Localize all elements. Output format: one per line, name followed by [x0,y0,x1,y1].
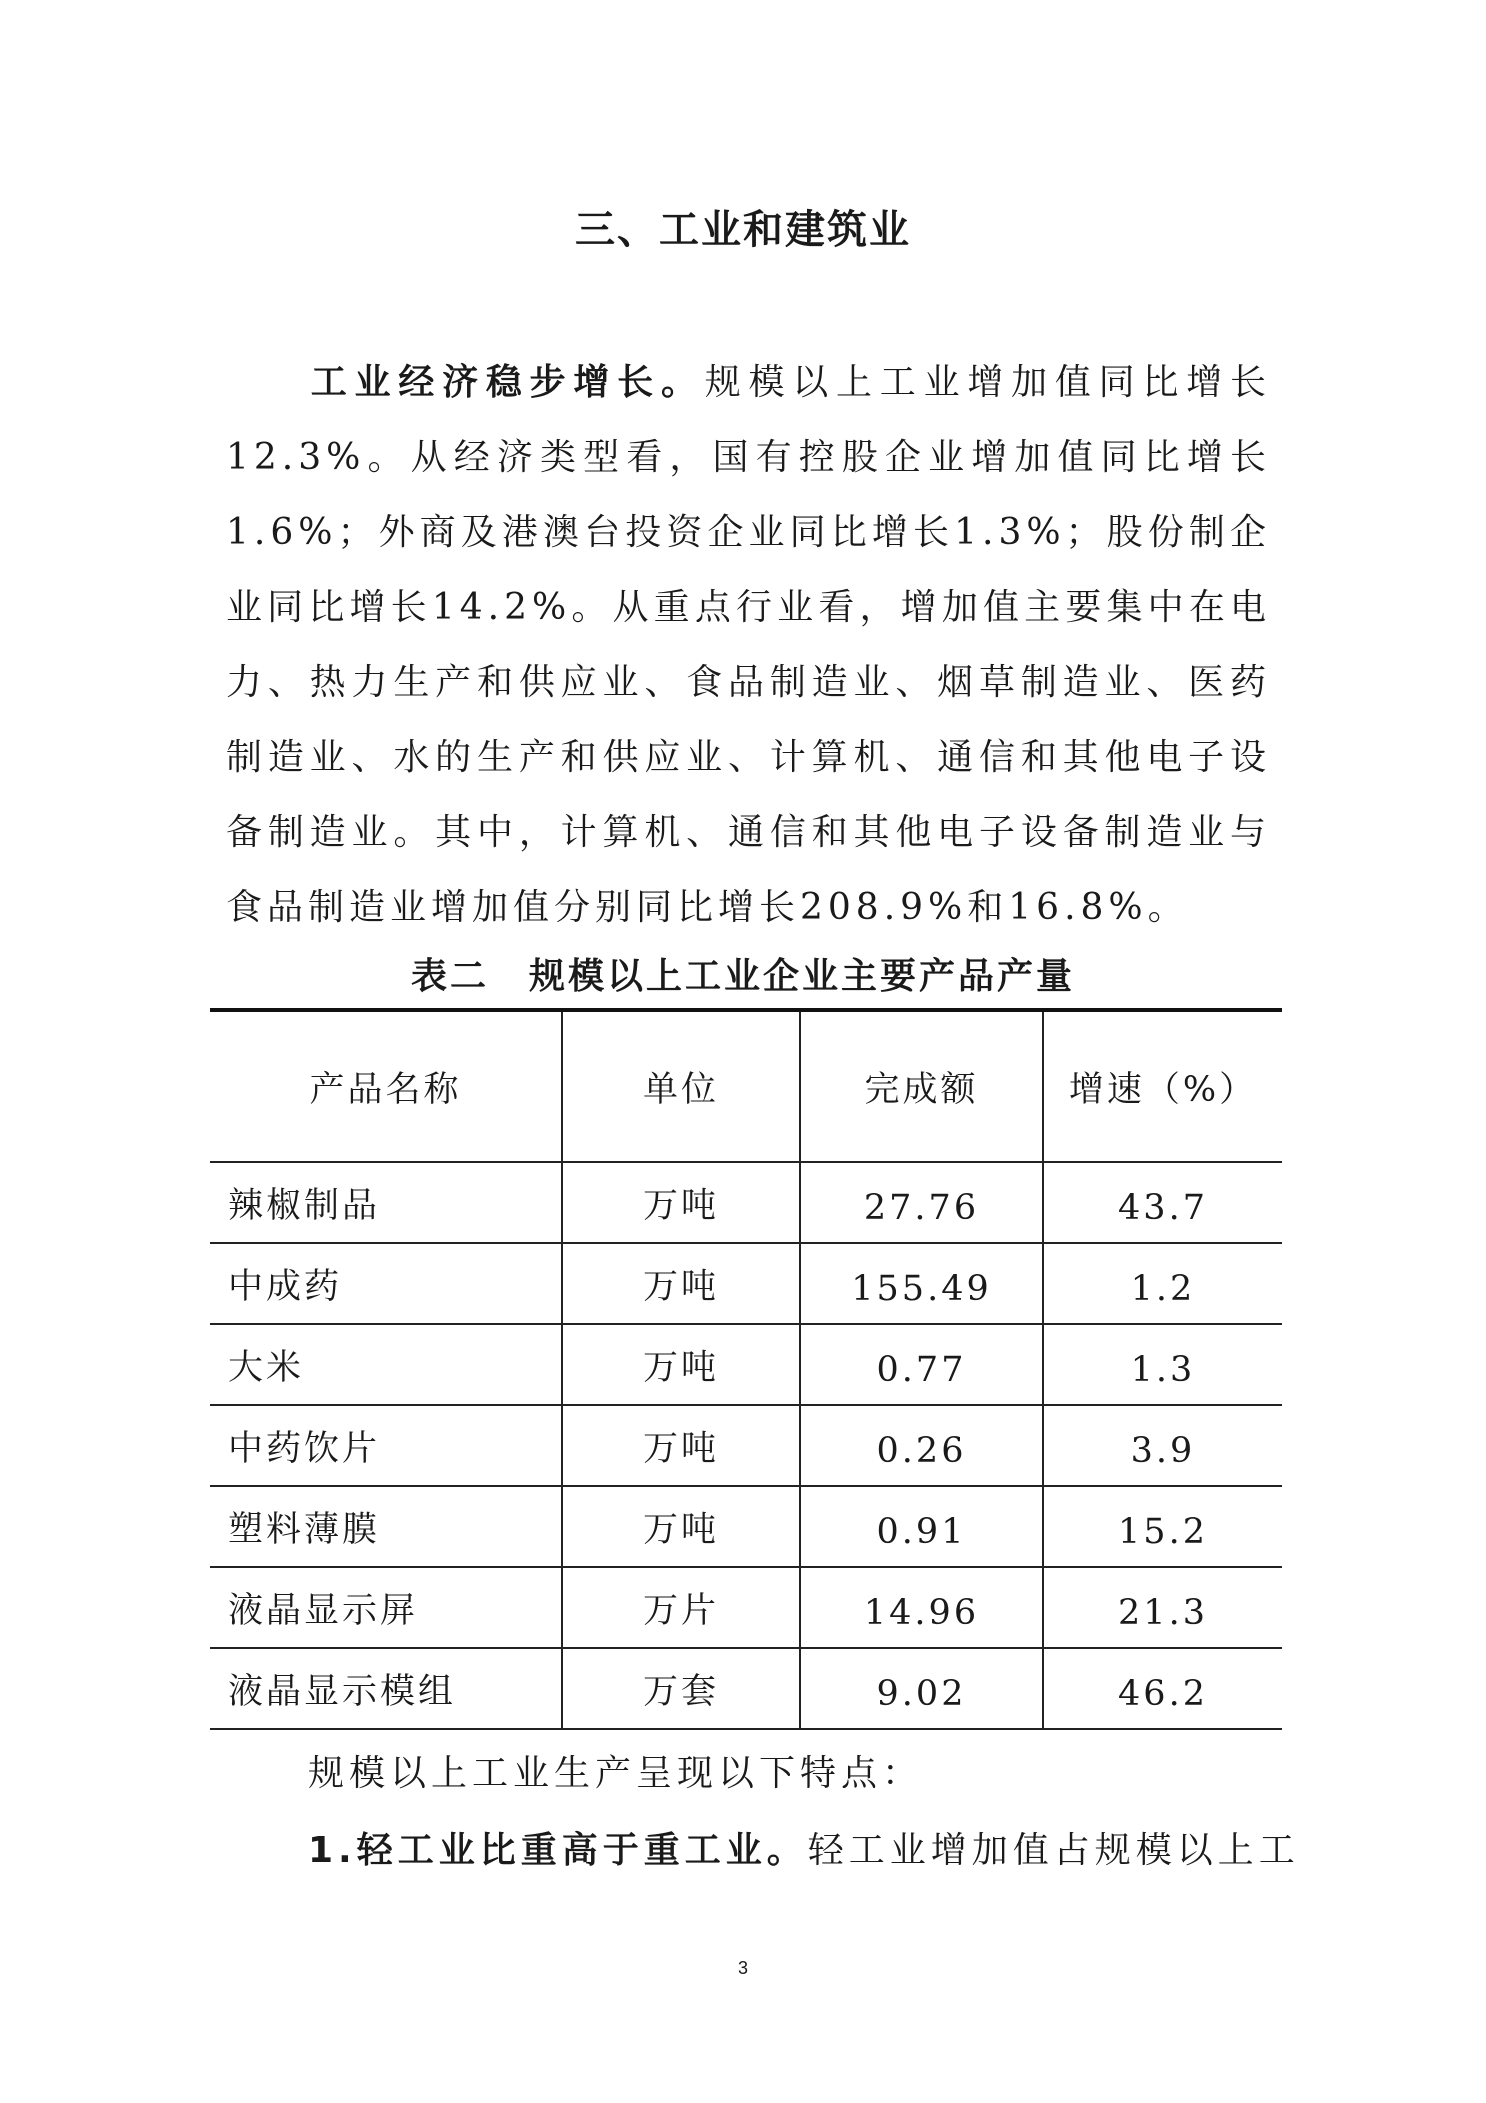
cell-product: 液晶显示屏 [210,1567,562,1648]
table-row [210,1324,1282,1405]
cell-unit: 万吨 [562,1243,800,1324]
header-unit: 单位 [562,1010,800,1162]
cell-amount: 0.77 [800,1324,1043,1405]
cell-product: 中成药 [210,1243,562,1324]
cell-product: 塑料薄膜 [210,1486,562,1567]
table-row [210,1486,1282,1567]
header-amount: 完成额 [800,1010,1043,1162]
table-row [210,1405,1282,1486]
page-number: 3 [737,1958,748,1978]
table-caption-text: 规模以上工业企业主要产品产量 [529,956,1076,997]
point-1-lead: 1.轻工业比重高于重工业。 [308,1830,808,1871]
header-growth: 增速（%） [1043,1010,1282,1162]
cell-amount: 27.76 [800,1162,1043,1243]
table-caption-label: 表二 [410,956,489,997]
header-product-name: 产品名称 [210,1010,562,1162]
cell-growth: 46.2 [1043,1648,1282,1729]
cell-amount: 14.96 [800,1567,1043,1648]
intro-paragraph [226,345,1271,945]
intro-lead: 工业经济稳步增长。 [308,362,705,403]
table-header-row [210,1010,1282,1162]
cell-unit: 万吨 [562,1486,800,1567]
point-1-body: 轻工业增加值占规模以上工 [807,1830,1300,1871]
cell-amount: 9.02 [800,1648,1043,1729]
table-row [210,1162,1282,1243]
table-row [210,1243,1282,1324]
cell-unit: 万套 [562,1648,800,1729]
cell-growth: 1.2 [1043,1243,1282,1324]
cell-product: 液晶显示模组 [210,1648,562,1729]
cell-unit: 万吨 [562,1405,800,1486]
table-caption [0,948,1486,999]
cell-growth: 21.3 [1043,1567,1282,1648]
section-title: 三、工业和建筑业 [575,207,911,253]
cell-product: 大米 [210,1324,562,1405]
cell-product: 中药饮片 [210,1405,562,1486]
cell-growth: 15.2 [1043,1486,1282,1567]
cell-amount: 155.49 [800,1243,1043,1324]
point-1 [308,1822,1300,1873]
features-intro: 规模以上工业生产呈现以下特点： [308,1753,924,1794]
products-table [210,1008,1282,1730]
cell-product: 辣椒制品 [210,1162,562,1243]
cell-amount: 0.26 [800,1405,1043,1486]
cell-unit: 万吨 [562,1324,800,1405]
cell-growth: 43.7 [1043,1162,1282,1243]
cell-growth: 3.9 [1043,1405,1282,1486]
intro-body: 规模以上工业增加值同比增长12.3%。从经济类型看，国有控股企业增加值同比增长1.6%；外商及港澳台投资企业同比增长1.3%；股份制企业同比增长14.2%。从重点行业看，增加值主要集中在电力、热力生产和供应业、食品制造业、烟草制造业、医药制造业、水的生产和供应业、计算机、通信和其他电子设备制造业。其中，计算机、通信和其他电子设备制造业与食品制造业增加值分别同比增长208.9%和16.8%。 [226,362,1271,928]
cell-amount: 0.91 [800,1486,1043,1567]
cell-unit: 万吨 [562,1162,800,1243]
cell-unit: 万片 [562,1567,800,1648]
table-row [210,1567,1282,1648]
table-row [210,1648,1282,1729]
cell-growth: 1.3 [1043,1324,1282,1405]
